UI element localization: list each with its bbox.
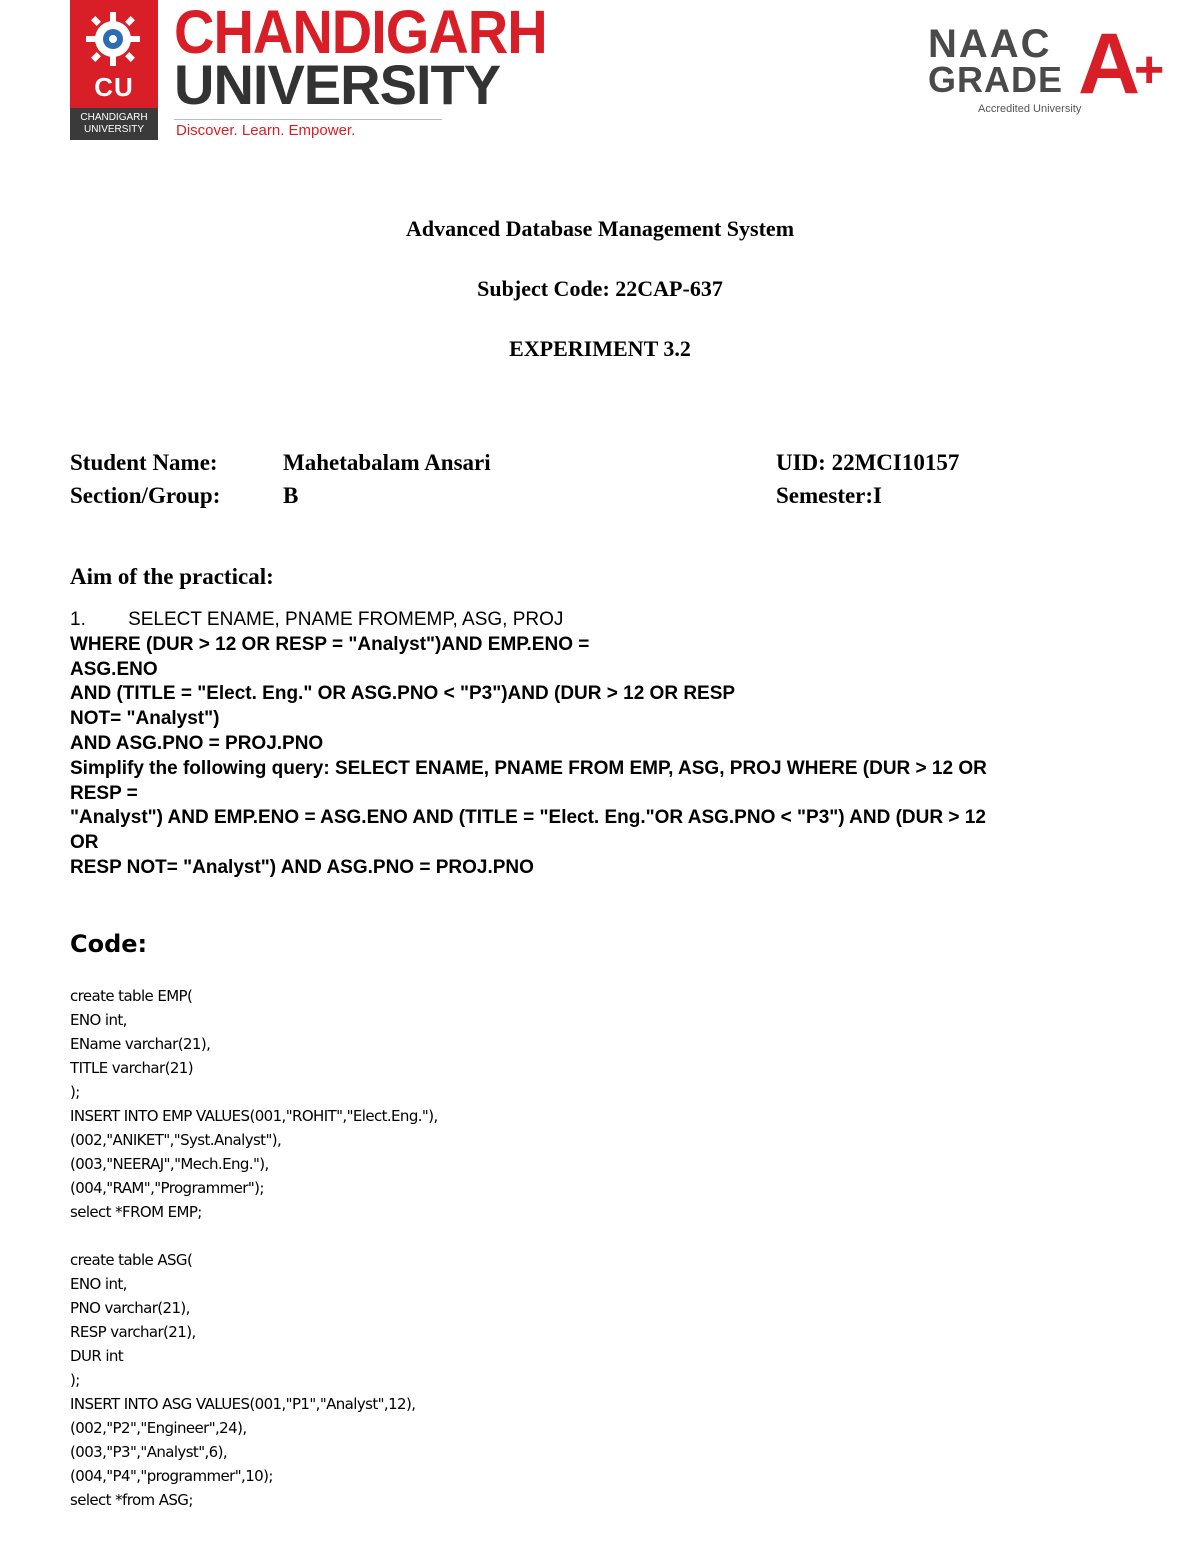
cu-caption-line2: UNIVERSITY xyxy=(83,124,144,135)
aim-line: RESP = xyxy=(70,782,138,804)
code-line xyxy=(70,1224,770,1248)
aim-line: Simplify the following query: SELECT ENAME, PNAME FROM EMP, ASG, PROJ WHERE (DUR > 12 OR xyxy=(70,757,987,779)
aim-line: WHERE (DUR > 12 OR RESP = "Analyst")AND EMP.ENO = xyxy=(70,633,590,655)
cu-tagline-divider xyxy=(174,119,442,120)
aim-heading: Aim of the practical: xyxy=(70,564,274,589)
code-line: (003,"P3","Analyst",6), xyxy=(70,1443,228,1461)
aim-line: AND ASG.PNO = PROJ.PNO xyxy=(70,732,324,754)
code-line: EName varchar(21), xyxy=(70,1035,211,1053)
chandigarh-university-logo xyxy=(70,0,547,142)
student-name-value: Mahetabalam Ansari xyxy=(283,450,491,475)
grade-letter: A xyxy=(1078,16,1141,112)
code-line: (004,"P4","programmer",10); xyxy=(70,1467,273,1485)
aim-line: ASG.ENO xyxy=(70,658,158,680)
code-listing xyxy=(70,984,770,1512)
aim-line: NOT= "Analyst") xyxy=(70,708,220,730)
gear-emblem-icon xyxy=(82,8,144,70)
subject-code: Subject Code: 22CAP-637 xyxy=(477,276,723,301)
semester: Semester:I xyxy=(776,483,883,508)
code-line: create table EMP( xyxy=(70,987,193,1005)
code-line: RESP varchar(21), xyxy=(70,1323,196,1341)
code-line: PNO varchar(21), xyxy=(70,1299,190,1317)
code-line: INSERT INTO ASG VALUES(001,"P1","Analyst",12), xyxy=(70,1395,416,1413)
code-line: select *FROM EMP; xyxy=(70,1203,202,1221)
code-line: ENO int, xyxy=(70,1275,127,1293)
course-title: Advanced Database Management System xyxy=(405,216,795,241)
cu-tagline: Discover. Learn. Empower. xyxy=(176,122,356,139)
code-line: (002,"P2","Engineer",24), xyxy=(70,1419,247,1437)
cu-emblem-caption xyxy=(70,108,158,140)
cu-emblem xyxy=(70,0,158,140)
code-line: ); xyxy=(70,1083,80,1101)
code-line: DUR int xyxy=(70,1347,124,1365)
aim-line: AND (TITLE = "Elect. Eng." OR ASG.PNO < "P3")AND (DUR > 12 OR RESP xyxy=(70,683,736,705)
grade-plus: + xyxy=(1134,41,1165,99)
code-line: ); xyxy=(70,1371,80,1389)
aim-line: "Analyst") AND EMP.ENO = ASG.ENO AND (TITLE = "Elect. Eng."OR ASG.PNO < "P3") AND (DUR > 12 xyxy=(70,807,986,829)
code-line: (003,"NEERAJ","Mech.Eng."), xyxy=(70,1155,269,1173)
code-line: create table ASG( xyxy=(70,1251,193,1269)
cu-wordmark-chandigarh: CHANDIGARH xyxy=(174,0,547,67)
experiment-title: EXPERIMENT 3.2 xyxy=(509,336,691,361)
student-name-label: Student Name: xyxy=(70,450,218,475)
naac-grade-logo xyxy=(928,16,1178,124)
section-value: B xyxy=(283,483,299,508)
code-line: (004,"RAM","Programmer"); xyxy=(70,1179,264,1197)
cu-emblem-text: CU xyxy=(94,72,134,102)
code-line: select *from ASG; xyxy=(70,1491,193,1509)
code-line: TITLE varchar(21) xyxy=(70,1059,193,1077)
code-line: INSERT INTO EMP VALUES(001,"ROHIT","Elect.Eng."), xyxy=(70,1107,438,1125)
code-line: (002,"ANIKET","Syst.Analyst"), xyxy=(70,1131,282,1149)
grade-wordmark: GRADE xyxy=(928,59,1064,100)
cu-caption-line1: CHANDIGARH xyxy=(80,112,148,123)
aim-line: OR xyxy=(70,832,99,854)
aim-line: 1. SELECT ENAME, PNAME FROMEMP, ASG, PROJ xyxy=(70,609,564,630)
uid: UID: 22MCI10157 xyxy=(776,450,960,475)
naac-wordmark: NAAC xyxy=(928,22,1052,66)
code-line: ENO int, xyxy=(70,1011,127,1029)
aim-line: RESP NOT= "Analyst") AND ASG.PNO = PROJ.PNO xyxy=(70,856,534,878)
cu-wordmark-university: UNIVERSITY xyxy=(174,53,501,116)
code-heading: Code: xyxy=(70,930,148,958)
accredited-caption: Accredited University xyxy=(978,103,1082,115)
section-label: Section/Group: xyxy=(70,483,221,508)
aim-query-text xyxy=(70,608,1130,881)
